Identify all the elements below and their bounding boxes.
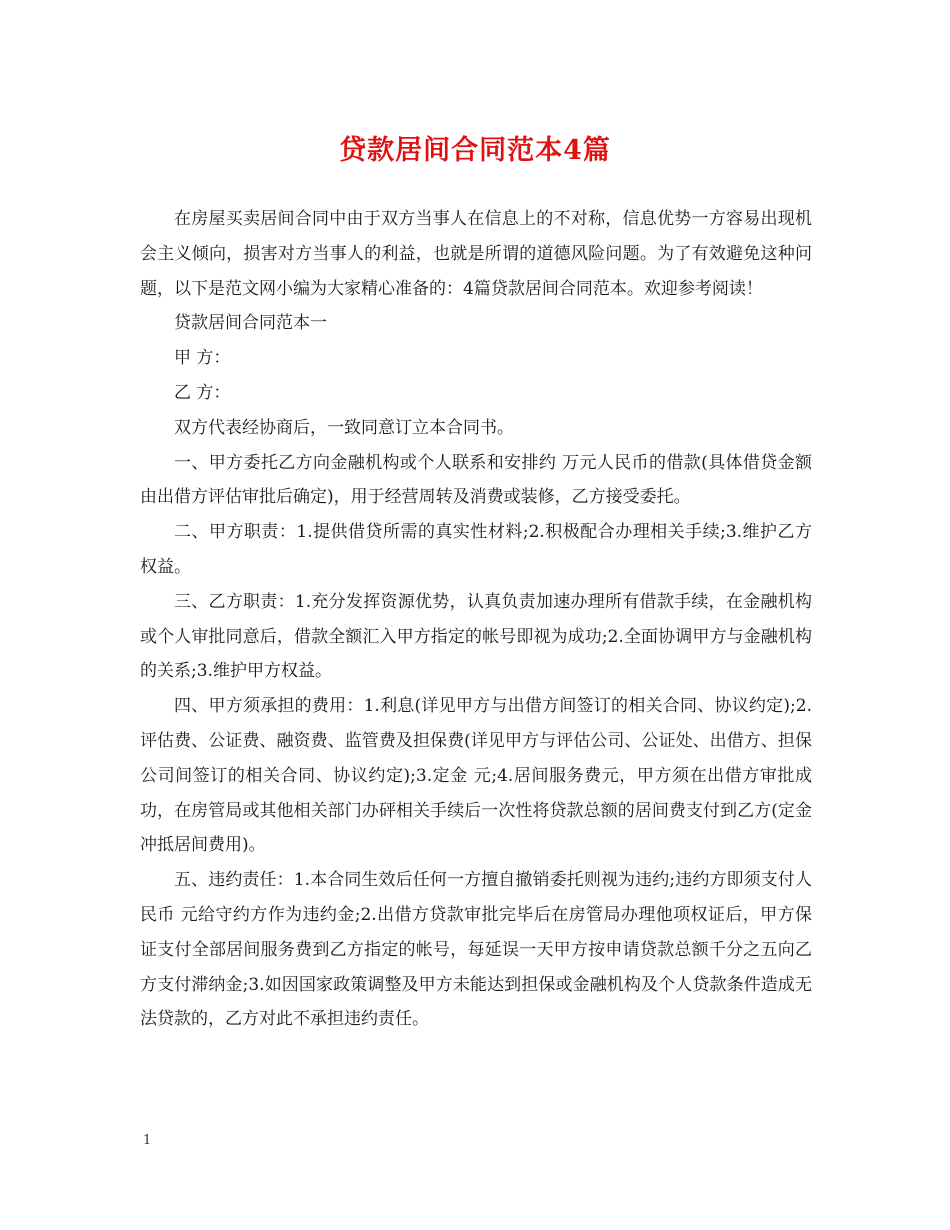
clause-4: 四、甲方须承担的费用：1.利息(详见甲方与出借方间签订的相关合同、协议约定);2.评估费、公证费、融资费、监管费及担保费(详见甲方与评估公司、公证处、出借方、担保公司间签订的相关合同、协议约定);3.定金 元;4.居间服务费元，甲方须在出借方审批成功，在房管局或其他相关部门办砰相关手续后一次性将贷款总额的居间费支付到乙方(定金冲抵居间费用)。 [140, 696, 812, 856]
section-heading: 贷款居间合同范本一 [174, 313, 327, 334]
page-number: 1 [143, 1133, 152, 1148]
clause-1: 一、甲方委托乙方向金融机构或个人联系和安排约 万元人民币的借款(具体借贷金额由出借方评估审批后确定)，用于经营周转及消费或装修，乙方接受委托。 [140, 452, 812, 508]
agreement-paragraph: 双方代表经协商后，一致同意订立本合同书。 [174, 417, 514, 438]
clause-3: 三、乙方职责：1.充分发挥资源优势，认真负责加速办理所有借款手续，在金融机构或个人审批同意后，借款全额汇入甲方指定的帐号即视为成功;2.全面协调甲方与金融机构的关系;3.维护甲方权益。 [140, 591, 812, 682]
page-title: 贷款居间合同范本4篇 [339, 135, 611, 166]
clause-5: 五、违约责任：1.本合同生效后任何一方擅自撤销委托则视为违约;违约方即须支付人民币 元给守约方作为违约金;2.出借方贷款审批完毕后在房管局办理他项权证后，甲方保证支付全部居间服务费到乙方指定的帐号，每延误一天甲方按申请贷款总额千分之五向乙方支付滞纳金;3.如因国家政策调整及甲方未能达到担保或金融机构及个人贷款条件造成无法贷款的，乙方对此不承担违约责任。 [140, 870, 812, 1030]
intro-paragraph: 在房屋买卖居间合同中由于双方当事人在信息上的不对称，信息优势一方容易出现机会主义倾向，损害对方当事人的利益，也就是所谓的道德风险问题。为了有效避免这种问题，以下是范文网小编为大家精心准备的：4篇贷款居间合同范本。欢迎参考阅读！ [140, 209, 812, 299]
document-body [140, 202, 812, 1037]
party-a-line: 甲 方： [174, 348, 231, 369]
party-b-line: 乙 方： [174, 382, 231, 403]
clause-2: 二、甲方职责：1.提供借贷所需的真实性材料;2.积极配合办理相关手续;3.维护乙方权益。 [140, 522, 812, 577]
